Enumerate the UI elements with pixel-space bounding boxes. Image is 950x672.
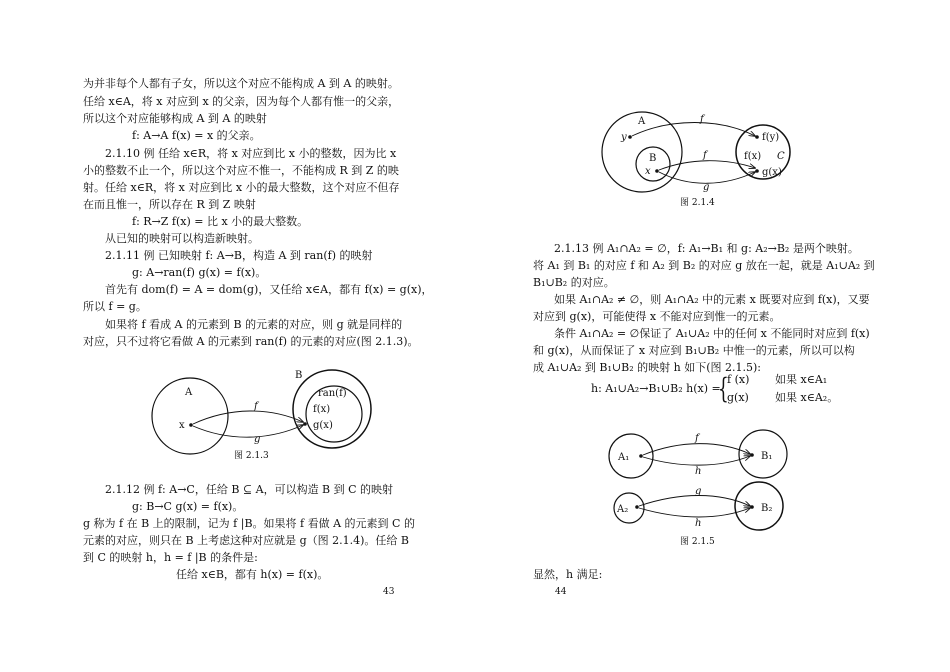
- set-a1-circle: [609, 434, 653, 478]
- label-f: f: [695, 433, 699, 444]
- case1-condition: 如果 x∈A₁: [775, 373, 828, 386]
- formula-line: g: B→C g(x) = f(x)。: [132, 500, 244, 513]
- text-line: 和 g(x)，从而保证了 x 对应到 B₁∪B₂ 中惟一的元素，所以可以构: [533, 344, 855, 357]
- label-x: x: [645, 166, 651, 177]
- text-line: 元素的对应，则只在 B 上考虑这种对应就是 g（图 2.1.4)。任给 B: [83, 534, 409, 547]
- arrow-g: [193, 425, 303, 437]
- label-x: x: [179, 420, 185, 431]
- arrow-f-y: [632, 123, 755, 137]
- text-line: 如果 A₁∩A₂ ≠ ∅，则 A₁∩A₂ 中的元素 x 既要对应到 f(x)，又要: [554, 293, 870, 306]
- point-g-x: [755, 169, 759, 173]
- right-page: [475, 0, 950, 672]
- point-x: [655, 169, 659, 173]
- label-f-top: f: [700, 114, 704, 125]
- case2-condition: 如果 x∈A₂。: [775, 391, 839, 404]
- figure-2-1-4: [600, 108, 810, 208]
- point-b1: [750, 453, 754, 457]
- figure-caption: 图 2.1.5: [680, 537, 715, 547]
- point-b2: [750, 505, 754, 509]
- figure-2-1-5: [605, 428, 805, 548]
- label-y: y: [621, 132, 627, 143]
- set-b-circle: [293, 370, 371, 448]
- text-line: 任给 x∈B，都有 h(x) = f(x)。: [176, 568, 329, 581]
- text-line: 到 C 的映射 h，h = f |B 的条件是:: [83, 551, 258, 564]
- text-line: 小的整数不止一个，所以这个对应不惟一，不能构成 R 到 Z 的映: [83, 164, 399, 177]
- arrow-g: [639, 496, 750, 507]
- text-line: 从已知的映射可以构造新映射。: [105, 232, 259, 245]
- case2-value: g(x): [727, 391, 749, 404]
- label-g-x: g(x): [313, 420, 333, 431]
- label-a: A: [638, 116, 646, 127]
- text-line: 显然，h 满足:: [533, 568, 603, 581]
- page-number: 44: [555, 587, 567, 597]
- arrow-h-upper: [643, 456, 750, 465]
- point-x: [189, 423, 193, 427]
- label-g-x: g(x): [762, 167, 782, 178]
- label-a2: A₂: [617, 504, 629, 515]
- text-line: B₁∪B₂ 的对应。: [533, 276, 615, 289]
- arrow-f: [193, 411, 303, 424]
- arrow-f: [643, 444, 750, 455]
- set-b2-circle: [735, 482, 783, 530]
- brace-icon: {: [718, 372, 729, 405]
- point-y: [628, 135, 632, 139]
- example-heading: 2.1.10 例 任给 x∈R，将 x 对应到比 x 小的整数，因为比 x: [105, 147, 397, 160]
- formula-lhs: h: A₁∪A₂→B₁∪B₂ h(x) =: [591, 382, 721, 395]
- page-number: 43: [383, 587, 395, 597]
- example-heading: 2.1.11 例 已知映射 f: A→B，构造 A 到 ran(f) 的映射: [105, 249, 373, 262]
- label-ran-f: ran(f): [318, 388, 347, 399]
- label-b1: B₁: [761, 451, 773, 462]
- label-g: g: [703, 182, 710, 193]
- text-line: 所以 f = g。: [83, 300, 147, 313]
- text-line: 任给 x∈A，将 x 对应到 x 的父亲，因为每个人都有惟一的父亲，: [83, 95, 400, 108]
- formula-line: f: A→A f(x) = x 的父亲。: [132, 129, 261, 142]
- text-line: 将 A₁ 到 B₁ 的对应 f 和 A₂ 到 B₂ 的对应 g 放在一起，就是 A₁∪A₂ 到: [533, 259, 875, 272]
- label-f: f: [254, 401, 258, 412]
- label-c: C: [777, 151, 785, 162]
- formula-line: f: R→Z f(x) = 比 x 小的最大整数。: [132, 215, 309, 228]
- label-g: g: [254, 434, 261, 445]
- example-heading: 2.1.12 例 f: A→C，任给 B ⊆ A，可以构造 B 到 C 的映射: [105, 483, 394, 496]
- text-line: 条件 A₁∩A₂ = ∅保证了 A₁∪A₂ 中的任何 x 不能同时对应到 f(x): [554, 327, 870, 340]
- text-line: 射。任给 x∈R，将 x 对应到比 x 小的最大整数，这个对应不但存: [83, 181, 400, 194]
- arrow-f-x: [659, 161, 755, 170]
- figure-caption: 图 2.1.4: [680, 198, 715, 208]
- label-b: B: [295, 370, 303, 381]
- label-g: g: [695, 486, 702, 497]
- point-a1: [639, 454, 643, 458]
- label-f-x: f(x): [313, 404, 331, 415]
- figure-2-1-3: [150, 362, 390, 472]
- arrow-h-lower: [639, 508, 750, 517]
- text-line: 成 A₁∪A₂ 到 B₁∪B₂ 的映射 h 如下(图 2.1.5):: [533, 361, 761, 374]
- label-f-mid: f: [703, 150, 707, 161]
- text-line: 如果将 f 看成 A 的元素到 B 的元素的对应，则 g 就是同样的: [105, 318, 403, 331]
- label-a: A: [185, 387, 193, 398]
- text-line: 对应，只不过将它看做 A 的元素到 ran(f) 的元素的对应(图 2.1.3)。: [83, 335, 419, 348]
- point-f-y: [755, 135, 759, 139]
- label-f-y: f(y): [762, 132, 780, 143]
- text-line: 对应到 g(x)，可能使得 x 不能对应到惟一的元素。: [533, 310, 781, 323]
- example-heading: 2.1.13 例 A₁∩A₂ = ∅，f: A₁→B₁ 和 g: A₂→B₂ 是两个映射。: [554, 242, 859, 255]
- figure-caption: 图 2.1.3: [234, 451, 269, 461]
- label-a1: A₁: [618, 452, 630, 463]
- text-line: 为并非每个人都有子女，所以这个对应不能构成 A 到 A 的映射。: [83, 77, 399, 90]
- label-h-lower: h: [695, 518, 702, 529]
- label-b: B: [649, 153, 657, 164]
- point-image: [303, 422, 307, 426]
- formula-line: g: A→ran(f) g(x) = f(x)。: [132, 266, 267, 279]
- case1-value: f (x): [727, 373, 750, 386]
- text-line: 所以这个对应能够构成 A 到 A 的映射: [83, 112, 267, 125]
- text-line: g 称为 f 在 B 上的限制，记为 f |B。如果将 f 看做 A 的元素到 C 的: [83, 517, 415, 530]
- label-f-x: f(x): [744, 151, 762, 162]
- text-line: 在而且惟一，所以存在 R 到 Z 映射: [83, 198, 256, 211]
- label-h-upper: h: [695, 466, 702, 477]
- label-b2: B₂: [761, 503, 773, 514]
- point-a2: [635, 505, 639, 509]
- text-line: 首先有 dom(f) = A = dom(g)，又任给 x∈A，都有 f(x) = g(x)，: [105, 283, 433, 296]
